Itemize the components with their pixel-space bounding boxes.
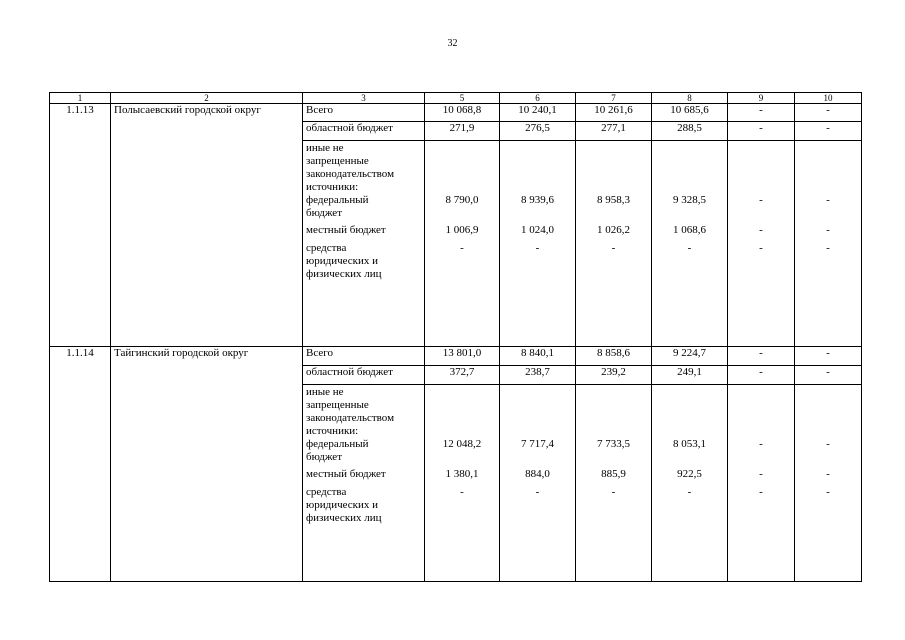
table-cell: - [795, 366, 862, 385]
value-column [652, 385, 728, 582]
column-number-row [50, 93, 862, 104]
value-column [728, 385, 795, 582]
source-labels-other [303, 385, 425, 582]
table-row-total [50, 104, 862, 122]
table-cell: - [826, 468, 830, 480]
table-cell: - [535, 242, 540, 254]
source-label-line: федеральный [306, 194, 369, 206]
table-cell: - [826, 242, 830, 254]
table-cell: - [759, 242, 763, 254]
table-cell: - [795, 104, 862, 122]
column-header: 2 [111, 93, 303, 104]
table-cell: - [826, 486, 830, 498]
source-label-total: Всего [303, 104, 425, 122]
table-cell: 271,9 [425, 122, 500, 141]
table-cell: 8 939,6 [521, 194, 554, 206]
source-label-total: Всего [303, 347, 425, 366]
source-label-line: юридических и [306, 255, 379, 267]
value-column [795, 385, 862, 582]
source-label-line: источники: [306, 425, 359, 437]
source-label-line: юридических и [306, 499, 379, 511]
column-header: 10 [795, 93, 862, 104]
value-column [576, 385, 652, 582]
source-label-line: бюджет [306, 451, 342, 463]
column-header: 1 [50, 93, 111, 104]
table-cell: 277,1 [576, 122, 652, 141]
source-label-line: иные не [306, 386, 344, 398]
table-row-total [50, 347, 862, 366]
source-label-line: источники: [306, 181, 359, 193]
column-header: 7 [576, 93, 652, 104]
table-cell: 10 068,8 [425, 104, 500, 122]
table-cell: 8 840,1 [500, 347, 576, 366]
table-cell: 8 958,3 [597, 194, 630, 206]
page-number: 32 [447, 38, 458, 49]
value-column [652, 141, 728, 347]
source-label-line: физических лиц [306, 268, 382, 280]
source-label-line: законодательством [306, 168, 395, 180]
table-cell: 1 380,1 [445, 468, 479, 480]
table-cell: - [728, 104, 795, 122]
column-header: 6 [500, 93, 576, 104]
table-cell: 9 328,5 [673, 194, 706, 206]
table-cell: 1 068,6 [673, 224, 706, 236]
table-cell: - [728, 366, 795, 385]
source-label-regional: областной бюджет [303, 122, 425, 141]
column-header: 8 [652, 93, 728, 104]
table-cell: - [687, 242, 692, 254]
source-label-line: бюджет [306, 207, 342, 219]
table-cell: 10 261,6 [576, 104, 652, 122]
column-header: 5 [425, 93, 500, 104]
table-cell: 885,9 [601, 468, 626, 480]
table-cell: - [460, 242, 464, 254]
table-cell: - [826, 438, 830, 450]
source-label-line: средства [306, 242, 347, 254]
table-cell: 1 026,2 [597, 224, 630, 236]
municipality-name: Полысаевский городской округ [111, 104, 303, 347]
source-label-line: средства [306, 486, 347, 498]
source-label-line: запрещенные [306, 399, 369, 411]
source-label-line: местный бюджет [306, 468, 386, 480]
table-cell: - [759, 224, 763, 236]
row-code: 1.1.13 [50, 104, 111, 347]
table-cell: 884,0 [525, 468, 550, 480]
table-cell: 288,5 [652, 122, 728, 141]
table-cell: 7 733,5 [597, 438, 630, 450]
table-cell: - [728, 122, 795, 141]
table-cell: 239,2 [576, 366, 652, 385]
source-label-line: физических лиц [306, 512, 382, 524]
table-cell: - [759, 468, 763, 480]
table-cell: 238,7 [500, 366, 576, 385]
budget-table [49, 92, 862, 582]
source-label-line: запрещенные [306, 155, 369, 167]
table-cell: - [611, 242, 616, 254]
table-cell: 7 717,4 [521, 438, 554, 450]
table-cell: - [826, 224, 830, 236]
table-cell: 9 224,7 [652, 347, 728, 366]
table-cell: - [759, 194, 763, 206]
table-cell: - [535, 486, 540, 498]
table-cell: - [759, 438, 763, 450]
source-label-line: иные не [306, 142, 344, 154]
table-cell: 1 024,0 [521, 224, 554, 236]
value-column [425, 385, 500, 582]
table-cell: 10 685,6 [652, 104, 728, 122]
table-cell: 1 006,9 [445, 224, 479, 236]
table-cell: 372,7 [425, 366, 500, 385]
table-cell: - [795, 347, 862, 366]
table-cell: - [728, 347, 795, 366]
column-header: 9 [728, 93, 795, 104]
table-cell: 8 790,0 [445, 194, 479, 206]
table-cell: - [611, 486, 616, 498]
value-column [728, 141, 795, 347]
table-cell: - [759, 486, 763, 498]
source-label-line: федеральный [306, 438, 369, 450]
source-label-regional: областной бюджет [303, 366, 425, 385]
municipality-name: Тайгинский городской округ [111, 347, 303, 582]
table-cell: 8 858,6 [576, 347, 652, 366]
table-cell: 249,1 [652, 366, 728, 385]
table-cell: 922,5 [677, 468, 702, 480]
table-cell: 12 048,2 [442, 438, 482, 450]
row-code: 1.1.14 [50, 347, 111, 582]
table-cell: - [687, 486, 692, 498]
source-labels-other [303, 141, 425, 347]
source-label-line: законодательством [306, 412, 395, 424]
value-column [795, 141, 862, 347]
table-cell: - [826, 194, 830, 206]
value-column [500, 385, 576, 582]
table-cell: 276,5 [500, 122, 576, 141]
table-cell: 8 053,1 [673, 438, 706, 450]
value-column [425, 141, 500, 347]
source-label-line: местный бюджет [306, 224, 386, 236]
value-column [500, 141, 576, 347]
table-cell: 10 240,1 [500, 104, 576, 122]
value-column [576, 141, 652, 347]
table-cell: - [460, 486, 464, 498]
column-header: 3 [303, 93, 425, 104]
table-cell: - [795, 122, 862, 141]
table-cell: 13 801,0 [425, 347, 500, 366]
